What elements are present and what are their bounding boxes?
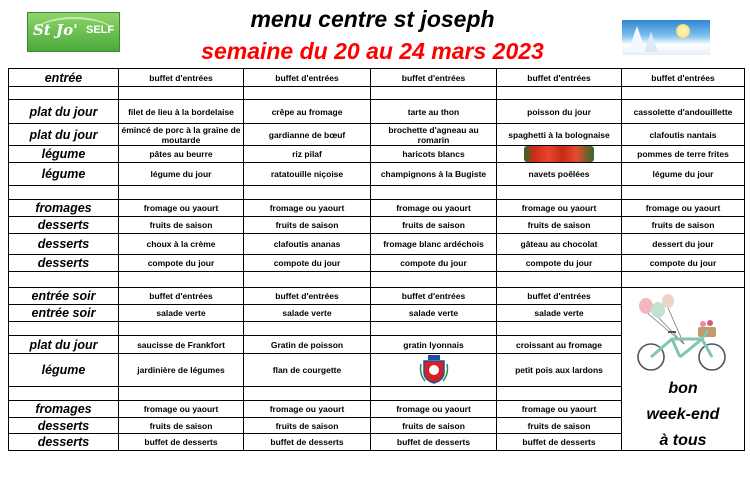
menu-cell: fromage ou yaourt — [371, 200, 497, 217]
menu-cell: buffet d'entrées — [497, 288, 622, 305]
menu-cell: clafoutis nantais — [622, 124, 745, 146]
menu-cell: gâteau au chocolat — [497, 234, 622, 255]
row-label — [9, 272, 119, 288]
weekend-box — [624, 294, 742, 449]
row-label: légume — [9, 354, 119, 387]
row-label: légume — [9, 163, 119, 186]
menu-row — [9, 124, 745, 146]
menu-cell: pommes de terre frites — [622, 146, 745, 163]
row-label: desserts — [9, 434, 119, 451]
winter-landscape-image — [622, 20, 710, 55]
row-label — [9, 322, 119, 336]
menu-cell — [497, 272, 622, 288]
row-label — [9, 186, 119, 200]
menu-cell — [497, 146, 622, 163]
menu-cell: fruits de saison — [371, 418, 497, 434]
menu-cell: buffet de desserts — [371, 434, 497, 451]
weekend-cell — [622, 288, 745, 451]
menu-cell: buffet de desserts — [119, 434, 244, 451]
menu-cell — [371, 387, 497, 401]
menu-cell — [622, 186, 745, 200]
menu-cell — [244, 387, 371, 401]
menu-cell: navets poêlées — [497, 163, 622, 186]
menu-cell — [244, 322, 371, 336]
menu-row — [9, 87, 745, 100]
row-label: desserts — [9, 418, 119, 434]
page-title: menu centre st joseph — [250, 6, 495, 32]
menu-cell: buffet d'entrées — [371, 288, 497, 305]
menu-row — [9, 146, 745, 163]
menu-cell: fromage ou yaourt — [244, 401, 371, 418]
menu-row — [9, 163, 745, 186]
menu-cell: croissant au fromage — [497, 336, 622, 354]
menu-cell: émincé de porc à la graine de moutarde — [119, 124, 244, 146]
menu-cell — [622, 87, 745, 100]
menu-cell: fruits de saison — [119, 217, 244, 234]
menu-cell: buffet d'entrées — [244, 69, 371, 87]
menu-table — [8, 68, 745, 451]
menu-cell: fruits de saison — [244, 418, 371, 434]
menu-cell: salade verte — [497, 305, 622, 322]
menu-row — [9, 234, 745, 255]
menu-cell: salade verte — [244, 305, 371, 322]
menu-cell: fromage ou yaourt — [119, 200, 244, 217]
menu-cell: fromage ou yaourt — [371, 401, 497, 418]
menu-cell: buffet de desserts — [244, 434, 371, 451]
menu-cell — [497, 387, 622, 401]
menu-cell: fromage ou yaourt — [244, 200, 371, 217]
menu-cell — [371, 87, 497, 100]
page-header — [0, 0, 750, 68]
menu-cell: dessert du jour — [622, 234, 745, 255]
menu-cell: cassolette d'andouillette — [622, 100, 745, 124]
menu-cell: choux à la crème — [119, 234, 244, 255]
city-crest-icon — [419, 354, 449, 384]
weekend-message — [624, 376, 742, 451]
row-label — [9, 387, 119, 401]
weekend-line2: week-end — [646, 406, 720, 423]
menu-cell: compote du jour — [371, 255, 497, 272]
menu-row — [9, 255, 745, 272]
logo-self-text: SELF — [86, 24, 115, 36]
menu-cell: légume du jour — [119, 163, 244, 186]
menu-cell: riz pilaf — [244, 146, 371, 163]
menu-cell — [497, 87, 622, 100]
row-label: entrée soir — [9, 305, 119, 322]
menu-cell: fromage ou yaourt — [497, 401, 622, 418]
menu-cell: fruits de saison — [622, 217, 745, 234]
menu-cell — [119, 87, 244, 100]
menu-cell: fromage ou yaourt — [119, 401, 244, 418]
menu-cell: compote du jour — [622, 255, 745, 272]
menu-cell — [119, 272, 244, 288]
menu-row — [9, 217, 745, 234]
menu-cell — [371, 272, 497, 288]
menu-cell: fromage ou yaourt — [622, 200, 745, 217]
menu-cell: buffet de desserts — [497, 434, 622, 451]
menu-cell — [371, 354, 497, 387]
menu-cell: flan de courgette — [244, 354, 371, 387]
menu-cell: ratatouille niçoise — [244, 163, 371, 186]
row-label: plat du jour — [9, 124, 119, 146]
row-label: desserts — [9, 234, 119, 255]
tomatoes-image — [524, 146, 594, 162]
menu-cell: buffet d'entrées — [119, 69, 244, 87]
bicycle-balloons-icon — [624, 294, 742, 374]
menu-cell — [244, 186, 371, 200]
menu-cell: pâtes au beurre — [119, 146, 244, 163]
menu-cell: champignons à la Bugiste — [371, 163, 497, 186]
menu-cell — [497, 186, 622, 200]
menu-cell: compote du jour — [244, 255, 371, 272]
menu-cell: crêpe au fromage — [244, 100, 371, 124]
menu-cell: fruits de saison — [244, 217, 371, 234]
menu-cell — [497, 322, 622, 336]
menu-row — [9, 100, 745, 124]
row-label: plat du jour — [9, 100, 119, 124]
menu-cell: haricots blancs — [371, 146, 497, 163]
menu-cell: fruits de saison — [371, 217, 497, 234]
menu-cell: fruits de saison — [119, 418, 244, 434]
menu-cell — [244, 87, 371, 100]
menu-cell: buffet d'entrées — [622, 69, 745, 87]
menu-cell — [622, 272, 745, 288]
menu-cell: buffet d'entrées — [244, 288, 371, 305]
menu-cell: buffet d'entrées — [119, 288, 244, 305]
menu-cell: saucisse de Frankfort — [119, 336, 244, 354]
menu-cell: compote du jour — [119, 255, 244, 272]
menu-row — [9, 288, 745, 305]
menu-cell: salade verte — [119, 305, 244, 322]
menu-cell — [371, 186, 497, 200]
menu-cell: brochette d'agneau au romarin — [371, 124, 497, 146]
row-label: entrée soir — [9, 288, 119, 305]
menu-cell — [119, 322, 244, 336]
logo-text: St Jo' — [33, 21, 78, 39]
menu-cell: buffet d'entrées — [371, 69, 497, 87]
menu-cell: salade verte — [371, 305, 497, 322]
row-label: desserts — [9, 255, 119, 272]
menu-cell: gratin lyonnais — [371, 336, 497, 354]
menu-cell: fruits de saison — [497, 418, 622, 434]
menu-row — [9, 186, 745, 200]
row-label: légume — [9, 146, 119, 163]
menu-cell: gardianne de bœuf — [244, 124, 371, 146]
menu-cell: fruits de saison — [497, 217, 622, 234]
menu-cell: fromage ou yaourt — [497, 200, 622, 217]
row-label: desserts — [9, 217, 119, 234]
menu-cell — [119, 387, 244, 401]
menu-cell: filet de lieu à la bordelaise — [119, 100, 244, 124]
menu-cell: Gratin de poisson — [244, 336, 371, 354]
menu-cell: poisson du jour — [497, 100, 622, 124]
menu-cell: spaghetti à la bolognaise — [497, 124, 622, 146]
st-jo-self-logo — [27, 12, 120, 52]
page-subtitle: semaine du 20 au 24 mars 2023 — [201, 38, 544, 64]
menu-cell — [371, 322, 497, 336]
weekend-line1: bon — [668, 380, 698, 397]
menu-cell: légume du jour — [622, 163, 745, 186]
row-label: fromages — [9, 401, 119, 418]
row-label: fromages — [9, 200, 119, 217]
weekend-line3: à tous — [659, 432, 707, 449]
menu-row — [9, 69, 745, 87]
menu-row — [9, 272, 745, 288]
menu-cell: tarte au thon — [371, 100, 497, 124]
menu-row — [9, 200, 745, 217]
menu-cell: clafoutis ananas — [244, 234, 371, 255]
menu-cell — [119, 186, 244, 200]
menu-cell: fromage blanc ardéchois — [371, 234, 497, 255]
menu-cell — [244, 272, 371, 288]
menu-cell: compote du jour — [497, 255, 622, 272]
row-label: entrée — [9, 69, 119, 87]
menu-cell: petit pois aux lardons — [497, 354, 622, 387]
menu-cell: jardinière de légumes — [119, 354, 244, 387]
row-label: plat du jour — [9, 336, 119, 354]
row-label — [9, 87, 119, 100]
menu-cell: buffet d'entrées — [497, 69, 622, 87]
